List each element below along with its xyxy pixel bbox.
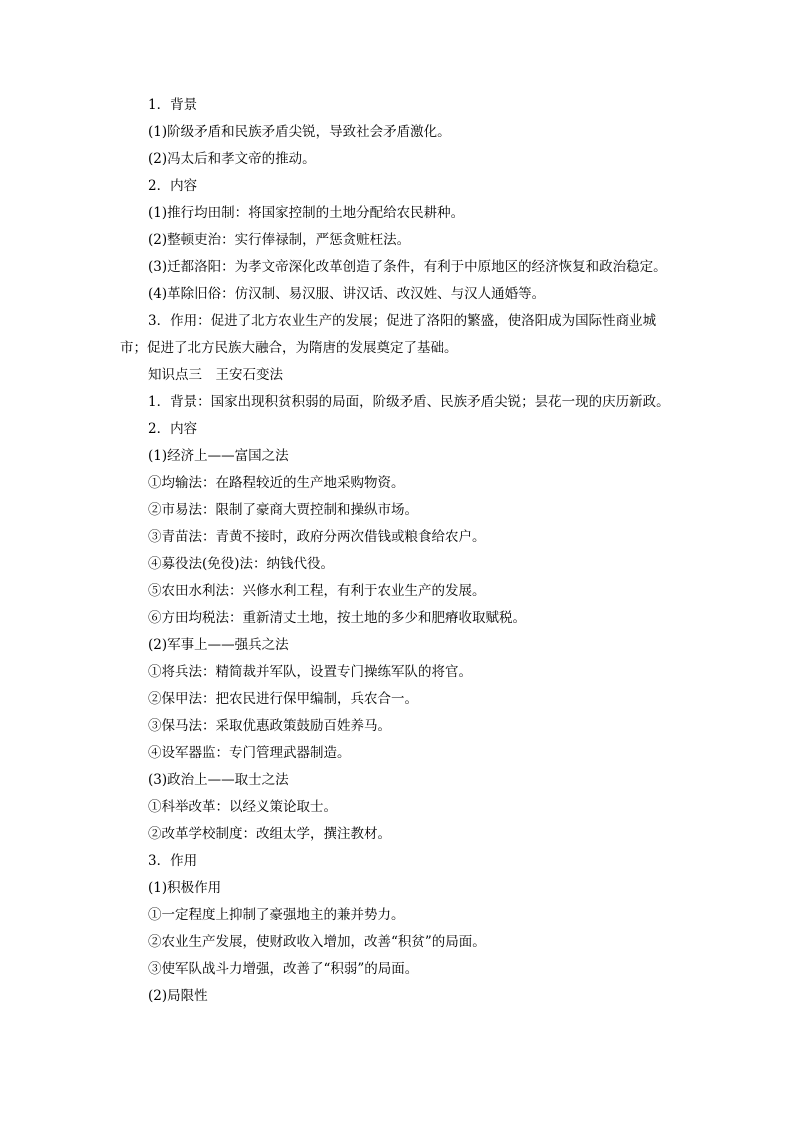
- text-line: ①均输法：在路程较近的生产地采购物资。: [148, 475, 405, 491]
- subheading-military: (2)军事上——强兵之法: [148, 637, 289, 653]
- text-line: ②农业生产发展，使财政收入增加，改善“积贫”的局面。: [148, 934, 486, 950]
- text-line: ②改革学校制度：改组太学，撰注教材。: [148, 826, 391, 842]
- text-line: ②保甲法：把农民进行保甲编制，兵农合一。: [148, 691, 418, 707]
- text-line: ③保马法：采取优惠政策鼓励百姓养马。: [148, 718, 391, 734]
- text-line: 1．背景：国家出现积贫积弱的局面，阶级矛盾、民族矛盾尖锐；昙花一现的庆历新政。: [148, 394, 670, 410]
- text-line: ④募役法(免役)法：纳钱代役。: [148, 556, 335, 572]
- text-line: ①科举改革：以经义策论取士。: [148, 799, 337, 815]
- effect-paragraph: 3．作用：促进了北方农业生产的发展；促进了洛阳的繁盛，使洛阳成为国际性商业城市；促进了北方民族大融合，为隋唐的发展奠定了基础。: [120, 313, 657, 356]
- text-line: ①一定程度上抑制了豪强地主的兼并势力。: [148, 907, 405, 923]
- text-line: ②市易法：限制了豪商大贾控制和操纵市场。: [148, 502, 418, 518]
- text-line: (2)整顿吏治：实行俸禄制，严惩贪赃枉法。: [148, 232, 411, 248]
- text-line: ③使军队战斗力增强，改善了“积弱”的局面。: [148, 961, 419, 977]
- text-line: (1)推行均田制：将国家控制的土地分配给农民耕种。: [148, 205, 465, 221]
- document-body: [120, 92, 680, 1010]
- heading-content: 2．内容: [148, 178, 198, 194]
- text-line: ④设军器监：专门管理武器制造。: [148, 745, 351, 761]
- text-line: ⑥方田均税法：重新清丈土地，按土地的多少和肥瘠收取赋税。: [148, 610, 526, 626]
- section-heading-wang-anshi-reform: 知识点三 王安石变法: [148, 367, 283, 383]
- subheading-economy: (1)经济上——富国之法: [148, 448, 289, 464]
- text-line: ⑤农田水利法：兴修水利工程，有利于农业生产的发展。: [148, 583, 486, 599]
- text-line: (1)阶级矛盾和民族矛盾尖锐，导致社会矛盾激化。: [148, 124, 451, 140]
- subheading-politics: (3)政治上——取士之法: [148, 772, 289, 788]
- text-line: (4)革除旧俗：仿汉制、易汉服、讲汉话、改汉姓、与汉人通婚等。: [148, 286, 546, 302]
- subheading-positive-effect: (1)积极作用: [148, 880, 222, 896]
- text-line: ③青苗法：青黄不接时，政府分两次借钱或粮食给农户。: [148, 529, 486, 545]
- text-line: (2)冯太后和孝文帝的推动。: [148, 151, 316, 167]
- text-line: ①将兵法：精简裁并军队，设置专门操练军队的将官。: [148, 664, 472, 680]
- subheading-limitations: (2)局限性: [148, 988, 208, 1004]
- text-line: (3)迁都洛阳：为孝文帝深化改革创造了条件，有利于中原地区的经济恢复和政治稳定。: [148, 259, 667, 275]
- heading-content: 2．内容: [148, 421, 198, 437]
- heading-effect: 3．作用: [148, 853, 198, 869]
- heading-background: 1．背景: [148, 97, 198, 113]
